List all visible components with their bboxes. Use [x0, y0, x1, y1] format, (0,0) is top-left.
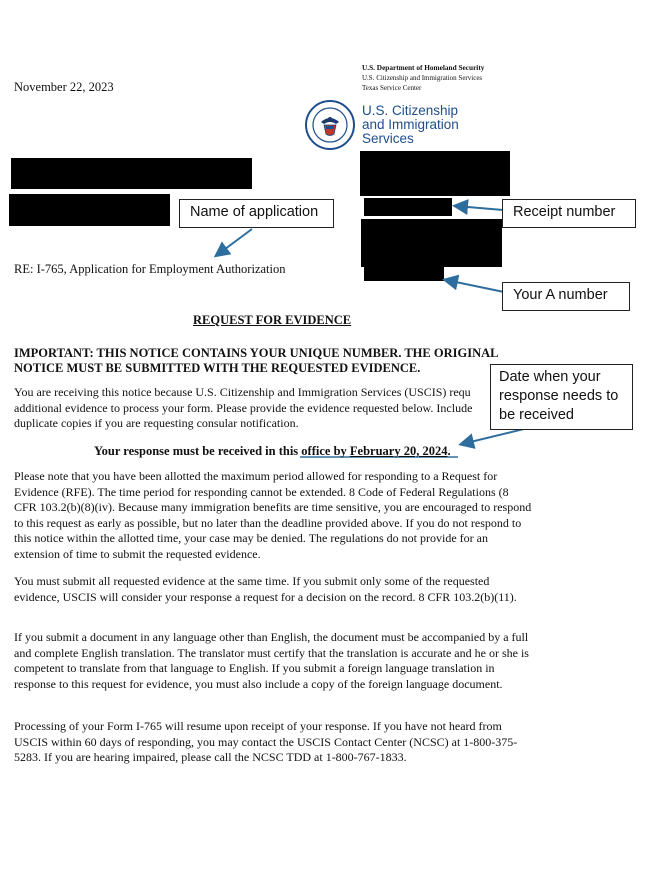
callout-name-of-application: Name of application: [179, 199, 334, 228]
response-prefix: Your response must be received in this office by: [94, 444, 350, 458]
callout-a-number: Your A number: [502, 282, 630, 311]
intro-paragraph: [14, 385, 472, 432]
arrow-receipt-number: [456, 206, 503, 210]
letter-date: November 22, 2023: [14, 80, 114, 94]
response-suffix: .: [447, 444, 451, 458]
intro-line-2: additional evidence to process your form. Please provide the evidence requested below. Include: [14, 400, 473, 415]
callout-receipt-number: Receipt number: [502, 199, 636, 228]
brand-line-3: Services: [362, 131, 414, 146]
deadline-note-line-1: Date when your: [499, 369, 601, 385]
arrow-name-of-application: [217, 229, 252, 255]
intro-line-1: You are receiving this notice because U.S. Citizenship and Immigration Services (USCIS) requ: [14, 385, 471, 399]
intro-line-3: duplicate copies if you are requesting consular notification.: [14, 416, 299, 430]
agency-line-3: Texas Service Center: [362, 84, 422, 92]
agency-line-2: U.S. Citizenship and Immigration Services: [362, 74, 483, 82]
callout-deadline: [490, 364, 633, 430]
paragraph-rfe-period: Please note that you have been allotted the maximum period allowed for responding to a Request for Evidence (RFE). The time period for responding cannot be extended. 8 Code of Federal Regulations (8 CFR 103.2(b)(8)(iv). Because many immigration benefits are time sensitive, you are encouraged to respond to this request as early as possible, but no later than the deadline provided above. If you do not respond to this notice within the allotted time, your case may be denied. The regulations do not provide for an extension of time to submit the requested evidence.: [14, 469, 532, 561]
paragraph-submit-all: You must submit all requested evidence at the same time. If you submit only some of the requested evidence, USCIS will consider your response a request for a decision on the record. 8 CFR 103.2(b)(11).: [14, 574, 517, 604]
response-deadline-line: [94, 444, 451, 459]
important-notice: IMPORTANT: THIS NOTICE CONTAINS YOUR UNIQUE NUMBER. THE ORIGINAL NOTICE MUST BE SUBMITTED WITH THE REQUESTED EVIDENCE.: [14, 346, 498, 375]
deadline-note-line-2: response needs to: [499, 388, 619, 404]
deadline-note-line-3: be received: [499, 407, 574, 423]
brand-line-2: and Immigration: [362, 117, 459, 132]
brand-line-1: U.S. Citizenship: [362, 103, 459, 118]
re-line: RE: I-765, Application for Employment Authorization: [14, 262, 286, 276]
response-deadline: February 20, 2024: [349, 444, 448, 458]
paragraph-translation: If you submit a document in any language other than English, the document must be accompanied by a full and complete English translation. The translator must certify that the translation is accurate and he or she is competent to translate from that language to English. If you submit a foreign language translation in response to this request for evidence, you must also include a copy of the foreign language document.: [14, 630, 529, 691]
agency-line-1: U.S. Department of Homeland Security: [362, 63, 485, 72]
paragraph-processing: Processing of your Form I-765 will resume upon receipt of your response. If you have not heard from USCIS within 60 days of responding, you may contact the USCIS Contact Center (NCSC) at 1-800-375-5283. If you are hearing impaired, please call the NCSC TDD at 1-800-767-1833.: [14, 719, 518, 764]
page-title: REQUEST FOR EVIDENCE: [193, 313, 352, 327]
arrow-a-number: [446, 280, 504, 292]
